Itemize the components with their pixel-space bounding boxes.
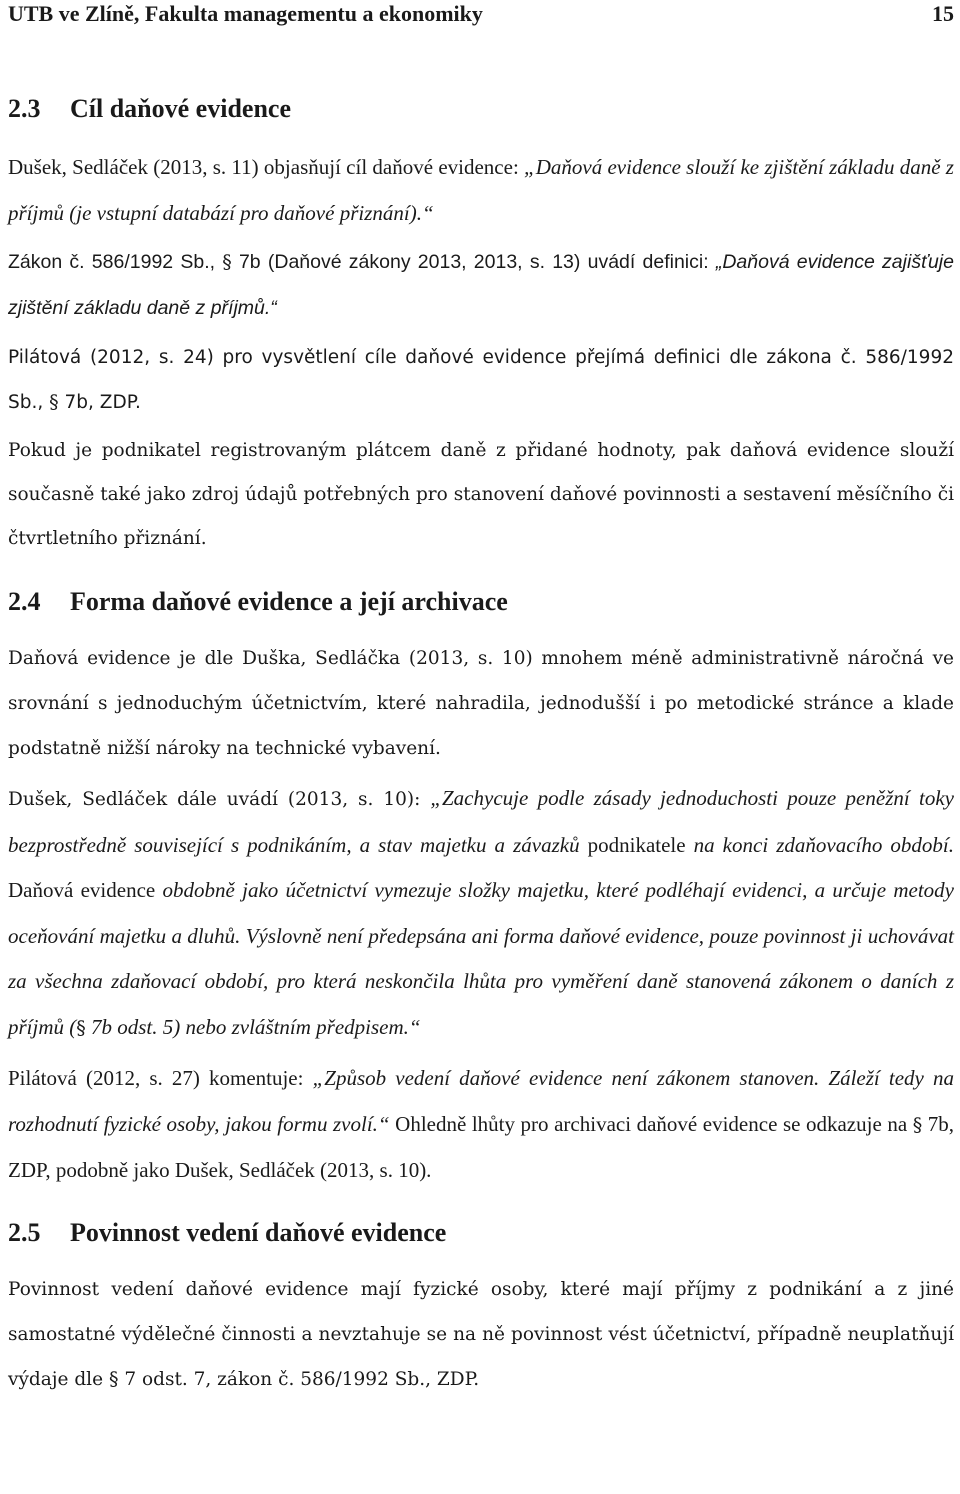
text-run: Ohledně lhůty pro archivaci daňové evidence se odkazuje na	[389, 1111, 913, 1136]
section-heading-2-3	[8, 92, 954, 126]
text-run: 7b, ZDP, podobně jako Dušek, Sedláček (2013, s. 10).	[8, 1111, 954, 1182]
document-page	[8, 0, 954, 1402]
section-heading-2-5	[8, 1216, 954, 1250]
section-sign: §	[222, 251, 232, 273]
text-run: 7b, ZDP.	[58, 392, 141, 413]
section-heading-2-4	[8, 585, 954, 619]
page-number: 15	[932, 1, 954, 26]
section-title: Povinnost vedení daňové evidence	[70, 1217, 447, 1247]
paragraph	[8, 776, 954, 1051]
text-run: Daňová evidence	[8, 878, 163, 902]
header-title: UTB ve Zlíně, Fakulta managementu a ekonomiky	[8, 1, 483, 26]
text-run: Dušek, Sedláček dále uvádí (2013, s. 10):	[8, 789, 431, 810]
section-sign: §	[912, 1113, 923, 1136]
text-run: Pilátová (2012, s. 27) komentuje:	[8, 1066, 313, 1090]
paragraph: Pokud je podnikatel registrovaným plátcem daně z přidané hodnoty, pak daňová evidence slouží současně také jako zdroj údajů potřebných pro stanovení daňové povinnosti a sestavení měsíčního či čtvrtletního přiznání.	[8, 440, 954, 549]
paragraph	[8, 335, 954, 425]
section-sign: §	[76, 1016, 86, 1039]
section-sign: §	[108, 1367, 119, 1390]
paragraph	[8, 145, 954, 236]
quote: „Způsob vedení daňové evidence není zákonem stanoven. Záleží tedy na rozhodnutí fyzické osoby, jakou formu zvolí.“	[8, 1066, 954, 1136]
text-run: Povinnost vedení daňové evidence mají fyzické osoby, které mají příjmy z podnikání a z jiné samostatné výdělečné činnosti a nevztahuje se na ně povinnost vést účetnictví, případně neuplatňují výdaje dle	[8, 1278, 954, 1390]
section-number: 2.4	[8, 587, 41, 616]
quote: obdobně jako účetnictví vymezuje složky majetku, které podléhají evidenci, a určuje metody oceňování majetku a dluhů. Výslovně není předepsána ani forma daňové evidence, pouze povinnost ji uchovávat za všechna zdaňovací období, pro která neskončila lhůta pro vyměření daně stanovená zákonem o daních z příjmů (	[8, 878, 954, 1039]
quote: „Daňová evidence slouží ke zjištění základu daně z příjmů (je vstupní databází pro daňové přiznání).“	[8, 155, 954, 225]
text-run: Dušek, Sedláček (2013, s. 11) objasňují cíl daňové evidence:	[8, 155, 525, 179]
section-title: Cíl daňové evidence	[70, 94, 291, 123]
quote: 7b odst. 5) nebo zvláštním předpisem.“	[85, 1014, 421, 1039]
text-run: podnikatele	[579, 832, 694, 857]
text-run: 7 odst. 7, zákon č. 586/1992 Sb., ZDP.	[118, 1368, 480, 1390]
section-title: Forma daňové evidence a její archivace	[70, 587, 508, 616]
text-run: 7b (Daňové zákony 2013, 2013, s. 13) uvádí definici:	[231, 251, 716, 273]
quote: na konci zdaňovacího období.	[693, 832, 954, 857]
quote: „Zachycuje podle zásady jednoduchosti pouze peněžní toky bezprostředně související s podnikáním, a stav majetku a závazků	[8, 786, 955, 857]
paragraph	[8, 240, 954, 331]
text-run: Pilátová (2012, s. 24) pro vysvětlení cíle daňové evidence přejímá definici dle zákona č. 586/1992 Sb.,	[8, 347, 954, 413]
section-number: 2.3	[8, 94, 41, 123]
section-sign: §	[49, 391, 59, 413]
paragraph: Daňová evidence je dle Duška, Sedláčka (2013, s. 10) mnohem méně administrativně náročná ve srovnání s jednoduchým účetnictvím, které nahradila, jednodušší i po metodické stránce a klade podstatně nižší nároky na technické vybavení.	[8, 648, 954, 759]
running-header	[8, 0, 954, 28]
quote: „Daňová evidence zajišťuje zjištění základu daně z příjmů.“	[8, 251, 954, 319]
text-run: Zákon č. 586/1992 Sb.,	[8, 251, 223, 273]
section-number: 2.5	[8, 1217, 41, 1247]
paragraph	[8, 1267, 954, 1402]
paragraph	[8, 1056, 954, 1194]
